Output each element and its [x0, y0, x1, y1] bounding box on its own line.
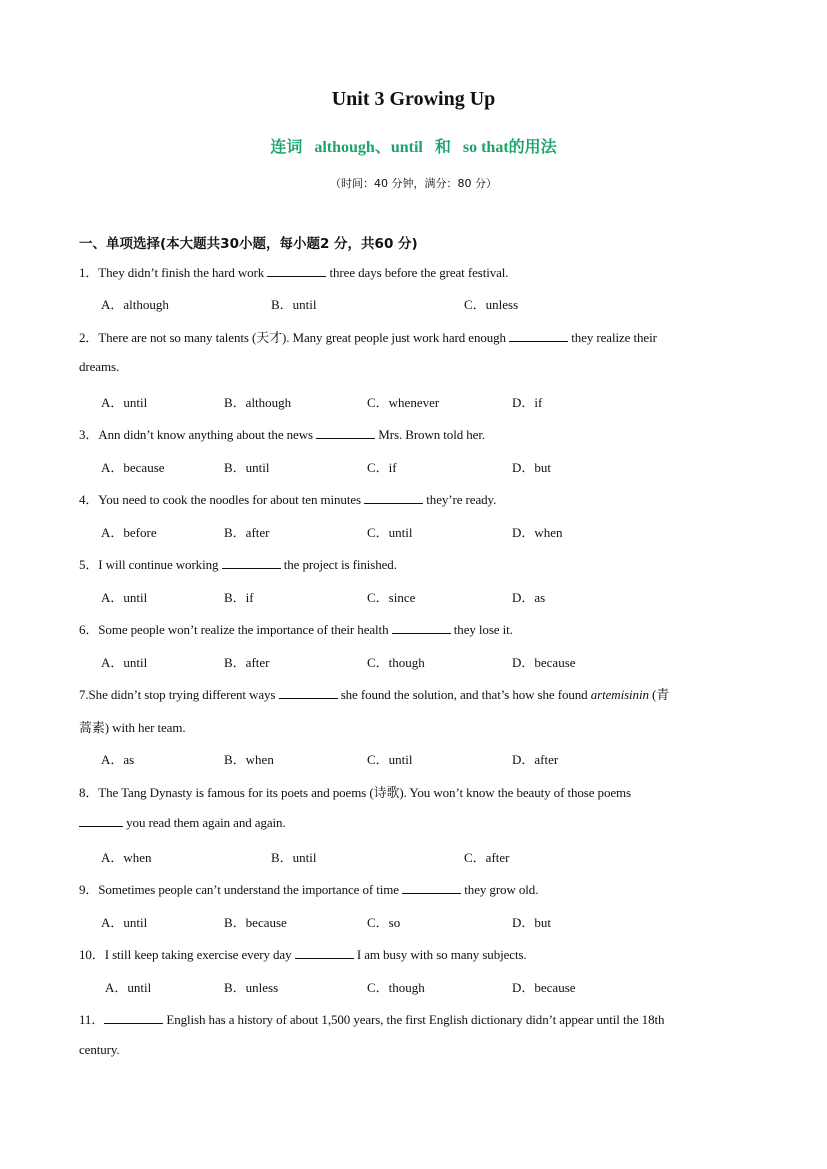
question-3: 3．Ann didn’t know anything about the news Mrs. Brown told her. — [79, 427, 485, 442]
answer-blank — [316, 426, 375, 439]
option: D．if — [512, 395, 543, 410]
option: C．unless — [464, 297, 519, 312]
option: D．when — [512, 525, 563, 540]
option: C．whenever — [367, 395, 440, 410]
option: B．after — [224, 655, 270, 670]
option: B．until — [224, 460, 270, 475]
option: C．so — [367, 915, 401, 930]
option: A．before — [101, 525, 157, 540]
option: A．until — [101, 395, 148, 410]
option: D．as — [512, 590, 546, 605]
option: D．but — [512, 915, 552, 930]
option: A．until — [101, 655, 148, 670]
answer-blank — [392, 621, 451, 634]
option: C．since — [367, 590, 416, 605]
question-6: 6．Some people won’t realize the importance of their health they lose it. — [79, 622, 513, 637]
question-9: 9．Sometimes people can’t understand the importance of time they grow old. — [79, 882, 539, 897]
question-2-continued: dreams. — [79, 359, 120, 374]
option: B．unless — [224, 980, 279, 995]
question-7: 7.She didn’t stop trying different ways she found the solution, and that’s how she found artemisinin (青 — [79, 687, 670, 702]
question-2: 2．There are not so many talents (天才). Many great people just work hard enough they realize their — [79, 330, 657, 345]
option: C．after — [464, 850, 510, 865]
option: C．if — [367, 460, 397, 475]
answer-blank — [279, 686, 338, 699]
option: B．when — [224, 752, 274, 767]
option: C．until — [367, 525, 413, 540]
option: B．although — [224, 395, 292, 410]
answer-blank — [267, 264, 326, 277]
question-4: 4．You need to cook the noodles for about ten minutes they’re ready. — [79, 492, 497, 507]
option: D．after — [512, 752, 559, 767]
option: D．because — [512, 980, 576, 995]
option: B．after — [224, 525, 270, 540]
answer-blank — [402, 881, 461, 894]
option: A．although — [101, 297, 169, 312]
option: A．when — [101, 850, 152, 865]
option: A．until — [105, 980, 152, 995]
option: A．until — [101, 915, 148, 930]
section-heading: 一、单项选择(本大题共30小题，每小题2 分，共60 分) — [79, 236, 418, 252]
answer-blank — [222, 556, 281, 569]
question-8: 8．The Tang Dynasty is famous for its poets and poems (诗歌). You won’t know the beauty of those poems — [79, 785, 631, 800]
question-11: 11． English has a history of about 1,500 years, the first English dictionary didn’t appear until the 18th — [79, 1012, 665, 1027]
option: B．if — [224, 590, 254, 605]
question-8-continued: you read them again and again. — [79, 814, 286, 831]
answer-blank — [104, 1011, 163, 1024]
page-title: Unit 3 Growing Up — [331, 88, 496, 110]
answer-blank — [79, 814, 123, 827]
question-10: 10．I still keep taking exercise every day I am busy with so many subjects. — [79, 947, 527, 962]
page-subtitle: 连词 although、until 和 so that的用法 — [270, 139, 557, 156]
option: B．until — [271, 850, 317, 865]
option: C．though — [367, 655, 425, 670]
option: B．because — [224, 915, 287, 930]
question-1: 1．They didn’t finish the hard work three days before the great festival. — [79, 265, 509, 280]
option: C．until — [367, 752, 413, 767]
question-11-continued: century. — [79, 1042, 120, 1057]
answer-blank — [295, 946, 354, 959]
exam-meta: （时间：40 分钟，满分：80 分） — [330, 177, 497, 190]
option: C．though — [367, 980, 425, 995]
option: D．because — [512, 655, 576, 670]
option: A．until — [101, 590, 148, 605]
option: B．until — [271, 297, 317, 312]
question-7-continued: 蒿素) with her team. — [79, 720, 186, 735]
option: D．but — [512, 460, 552, 475]
option: A．as — [101, 752, 135, 767]
answer-blank — [364, 491, 423, 504]
question-5: 5．I will continue working the project is finished. — [79, 557, 397, 572]
answer-blank — [509, 329, 568, 342]
option: A．because — [101, 460, 165, 475]
